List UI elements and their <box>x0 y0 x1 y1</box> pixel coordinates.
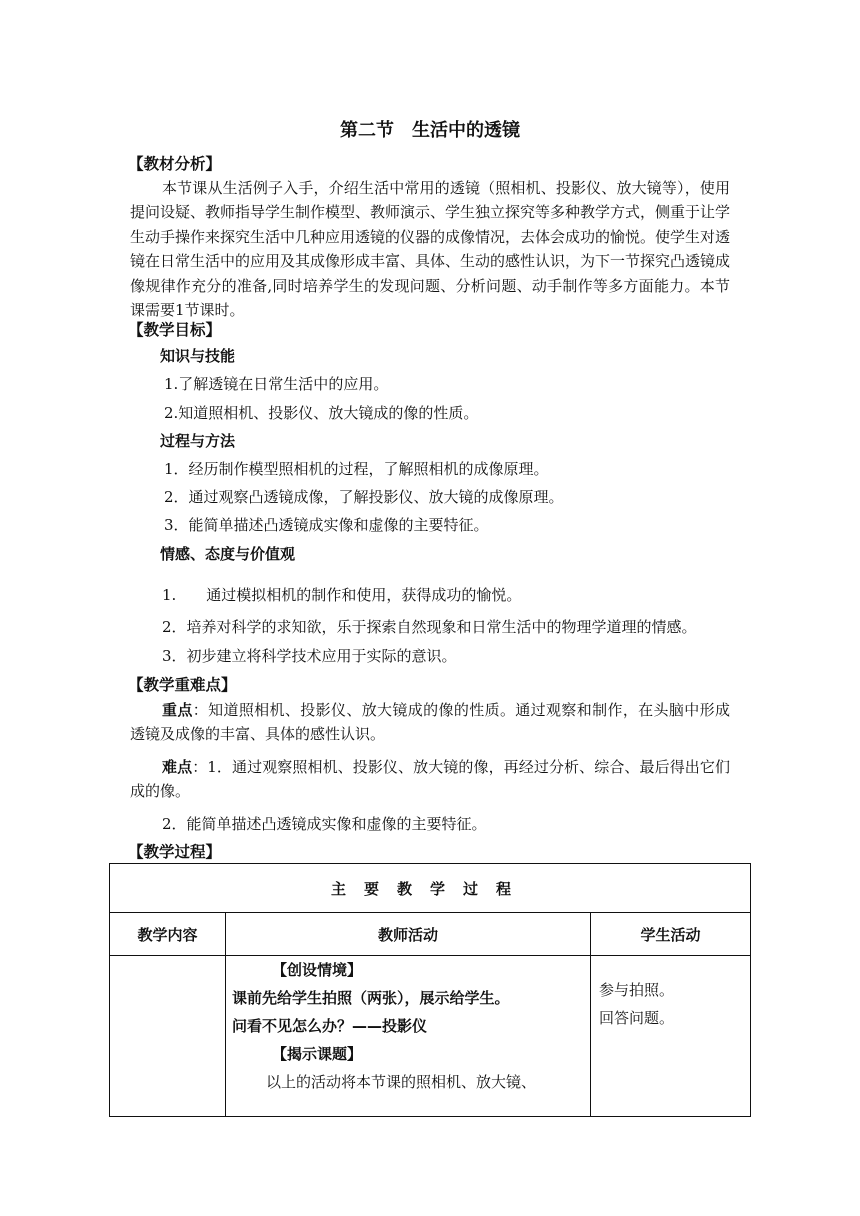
student-line: 参与拍照。 <box>599 981 675 999</box>
knowledge-item: 1.了解透镜在日常生活中的应用。 <box>164 375 389 393</box>
student-line: 回答问题。 <box>599 1009 675 1027</box>
knowledge-subheading: 知识与技能 <box>160 347 236 365</box>
emotion-item: 2．培养对科学的求知欲，乐于探索自然现象和日常生活中的物理学道理的情感。 <box>162 618 697 636</box>
process-item: 3．能简单描述凸透镜成实像和虚像的主要特征。 <box>164 516 489 534</box>
column-header-student: 学生活动 <box>591 913 751 956</box>
knowledge-item: 2.知道照相机、投影仪、放大镜成的像的性质。 <box>164 404 479 422</box>
key-point-paragraph <box>130 698 730 747</box>
process-heading: 【教学过程】 <box>128 843 222 861</box>
process-item: 1．经历制作模型照相机的过程，了解照相机的成像原理。 <box>164 460 549 478</box>
difficult-point-label: 难点 <box>162 758 193 776</box>
difficult-point-item: 2．能简单描述凸透镜成实像和虚像的主要特征。 <box>162 815 487 833</box>
difficult-point-text: ：1．通过观察照相机、投影仪、放大镜的像，再经过分析、综合、最后得出它们成的像。 <box>130 758 730 801</box>
teacher-line: 【揭示课题】 <box>272 1045 363 1063</box>
teacher-activity-cell <box>226 956 591 1117</box>
table-row <box>110 956 751 1117</box>
emotion-subheading: 情感、态度与价值观 <box>160 545 296 563</box>
table-title-row <box>110 864 751 913</box>
teacher-line: 课前先给学生拍照（两张），展示给学生。 <box>232 989 510 1007</box>
keypoints-heading: 【教学重难点】 <box>128 676 237 694</box>
teacher-line: 问看不见怎么办？——投影仪 <box>232 1017 428 1035</box>
process-subheading: 过程与方法 <box>160 432 236 450</box>
process-item: 2．通过观察凸透镜成像，了解投影仪、放大镜的成像原理。 <box>164 488 564 506</box>
key-point-label: 重点 <box>162 701 193 719</box>
emotion-item: 3．初步建立将科学技术应用于实际的意识。 <box>162 647 457 665</box>
emotion-item: 1. 通过模拟相机的制作和使用，获得成功的愉悦。 <box>162 586 522 604</box>
objectives-heading: 【教学目标】 <box>128 321 222 339</box>
teaching-process-table <box>109 863 751 1117</box>
student-activity-cell <box>591 956 751 1117</box>
teacher-line: 以上的活动将本节课的照相机、放大镜、 <box>266 1073 537 1091</box>
table-title: 主要教学过程 <box>110 864 751 913</box>
column-header-content: 教学内容 <box>110 913 226 956</box>
difficult-point-paragraph <box>130 755 730 804</box>
table-header-row <box>110 913 751 956</box>
column-header-teacher: 教师活动 <box>226 913 591 956</box>
content-cell <box>110 956 226 1117</box>
teacher-line: 【创设情境】 <box>272 961 363 979</box>
analysis-paragraph: 本节课从生活例子入手，介绍生活中常用的透镜（照相机、投影仪、放大镜等），使用提问设疑、教师指导学生制作模型、教师演示、学生独立探究等多种教学方式，侧重于让学生动手操作来探究生活中几种应用透镜的仪器的成像情况，去体会成功的愉悦。使学生对透镜在日常生活中的应用及其成像形成丰富、具体、生动的感性认识，为下一节探究凸透镜成像规律作充分的准备,同时培养学生的发现问题、分析问题、动手制作等多方面能力。本节课需要1节课时。 <box>130 179 731 320</box>
analysis-heading: 【教材分析】 <box>128 155 222 173</box>
key-point-text: ：知道照相机、投影仪、放大镜成的像的性质。通过观察和制作，在头脑中形成透镜及成像的丰富、具体的感性认识。 <box>130 701 730 744</box>
page-title: 第二节 生活中的透镜 <box>340 120 520 141</box>
